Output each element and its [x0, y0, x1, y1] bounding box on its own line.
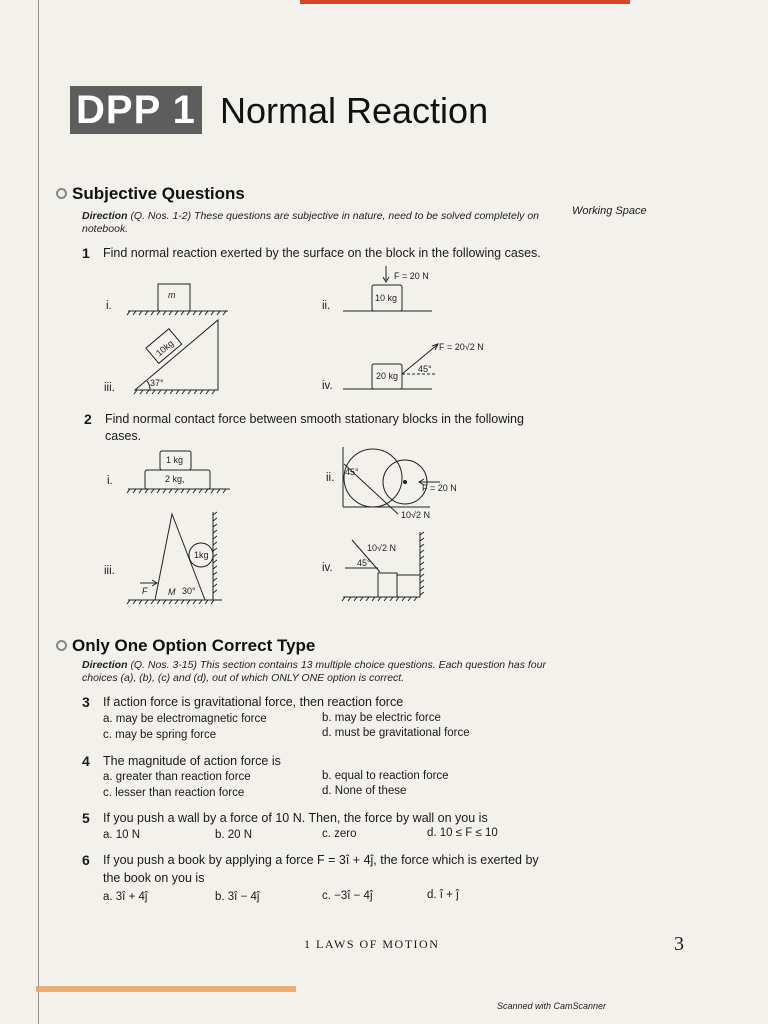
fig-label: m [168, 290, 176, 300]
page-number: 3 [674, 933, 684, 955]
option-d: d. 10 ≤ F ≤ 10 [427, 827, 498, 839]
chapter-footer: 1 LAWS OF MOTION [304, 937, 440, 951]
page-title: Normal Reaction [220, 90, 489, 131]
fig-label: 45° [345, 467, 359, 477]
scanner-watermark: Scanned with CamScanner [497, 1001, 607, 1011]
block-b [397, 575, 420, 597]
question-text: If you push a book by applying a force F = 3î + 4ĵ, the force which is exerted by [103, 853, 539, 867]
option-a: a. greater than reaction force [103, 771, 251, 783]
option-c: c. lesser than reaction force [103, 787, 245, 799]
floor-hatch [342, 597, 417, 601]
fig-label: F = 20 N [394, 271, 429, 281]
fig-label: 1 kg [166, 455, 184, 465]
fig-label: 37° [150, 378, 164, 388]
case-label: i. [106, 300, 112, 312]
case-label: iii. [104, 382, 115, 394]
fig-label: F [142, 586, 148, 596]
fig-label: F = 20√2 N [439, 342, 484, 352]
wall-hatch [420, 532, 424, 595]
direction-text: (Q. Nos. 1-2) These questions are subjective in nature, need to be solved completely on notebook. [82, 210, 539, 235]
option-d: d. must be gravitational force [322, 727, 470, 739]
fig-label: 1kg [194, 550, 209, 560]
case-label: iii. [104, 565, 115, 577]
question-number: 2 [84, 411, 92, 427]
option-a: a. 10 N [103, 829, 141, 841]
section-heading-mcq [56, 636, 315, 656]
question-number: 6 [82, 852, 90, 868]
fig-label: 20 kg [376, 371, 399, 381]
direction-label: Direction [82, 210, 128, 222]
option-c: c. may be spring force [103, 729, 217, 741]
question-number: 1 [82, 245, 90, 261]
fig-label: 10√2 N [401, 510, 430, 520]
question-text: the book on you is [103, 871, 205, 885]
wall-hatch [213, 512, 217, 593]
direction-mcq-line2: choices (a), (b), (c) and (d), out of which ONLY ONE option is correct. [82, 672, 405, 684]
direction-mcq [82, 659, 562, 672]
question-number: 5 [82, 810, 90, 826]
section-heading-text: Subjective Questions [72, 184, 245, 203]
fig-label: 45° [357, 558, 371, 568]
case-label: i. [107, 475, 113, 487]
direction-text: (Q. Nos. 3-15) This section contains 13 multiple choice questions. Each question has four [130, 659, 546, 671]
option-d: d. î + ĵ [427, 889, 459, 901]
option-b: b. equal to reaction force [322, 770, 449, 782]
fig-label: 2 kg, [165, 474, 185, 484]
option-b: b. 20 N [215, 829, 253, 841]
fig-label: 10√2 N [367, 543, 396, 553]
fig-label: 45° [418, 364, 432, 374]
floor-hatch [127, 600, 214, 604]
question-text: If you push a wall by a force of 10 N. Then, the force by wall on you is [103, 811, 488, 825]
question-text: Find normal contact force between smooth stationary blocks in the following [105, 412, 524, 426]
option-a: a. 3î + 4ĵ [103, 891, 148, 903]
case-label: iv. [322, 380, 333, 392]
case-label: ii. [326, 472, 335, 484]
case-label: iv. [322, 562, 333, 574]
question-number: 3 [82, 694, 90, 710]
fig-label: M [168, 587, 176, 597]
fig-label: 10kg [154, 337, 176, 359]
fig-label: 30° [182, 586, 196, 596]
dpp-badge: DPP 1 [70, 86, 202, 134]
question-text: cases. [105, 429, 142, 443]
question-text: The magnitude of action force is [103, 754, 281, 768]
fig-label: F = 20 N [422, 483, 457, 493]
section-heading-text: Only One Option Correct Type [72, 636, 316, 655]
working-space-label: Working Space [572, 205, 647, 217]
option-b: b. may be electric force [322, 712, 441, 724]
option-a: a. may be electromagnetic force [103, 713, 267, 725]
option-d: d. None of these [322, 785, 407, 797]
question-number: 4 [82, 753, 90, 769]
fig-label: 10 kg [375, 293, 398, 303]
option-b: b. 3î − 4ĵ [215, 891, 260, 903]
sphere-large [344, 449, 402, 507]
question-text: If action force is gravitational force, then reaction force [103, 695, 404, 709]
floor-hatch [127, 489, 226, 493]
direction-label: Direction [82, 659, 128, 671]
case-label: ii. [322, 300, 331, 312]
option-c: c. −3î − 4ĵ [322, 890, 373, 902]
section-bullet-icon [56, 640, 67, 651]
question-text: Find normal reaction exerted by the surface on the block in the following cases. [103, 246, 541, 260]
option-c: c. zero [322, 828, 357, 840]
block-a [378, 573, 397, 597]
sphere-center [404, 481, 407, 484]
